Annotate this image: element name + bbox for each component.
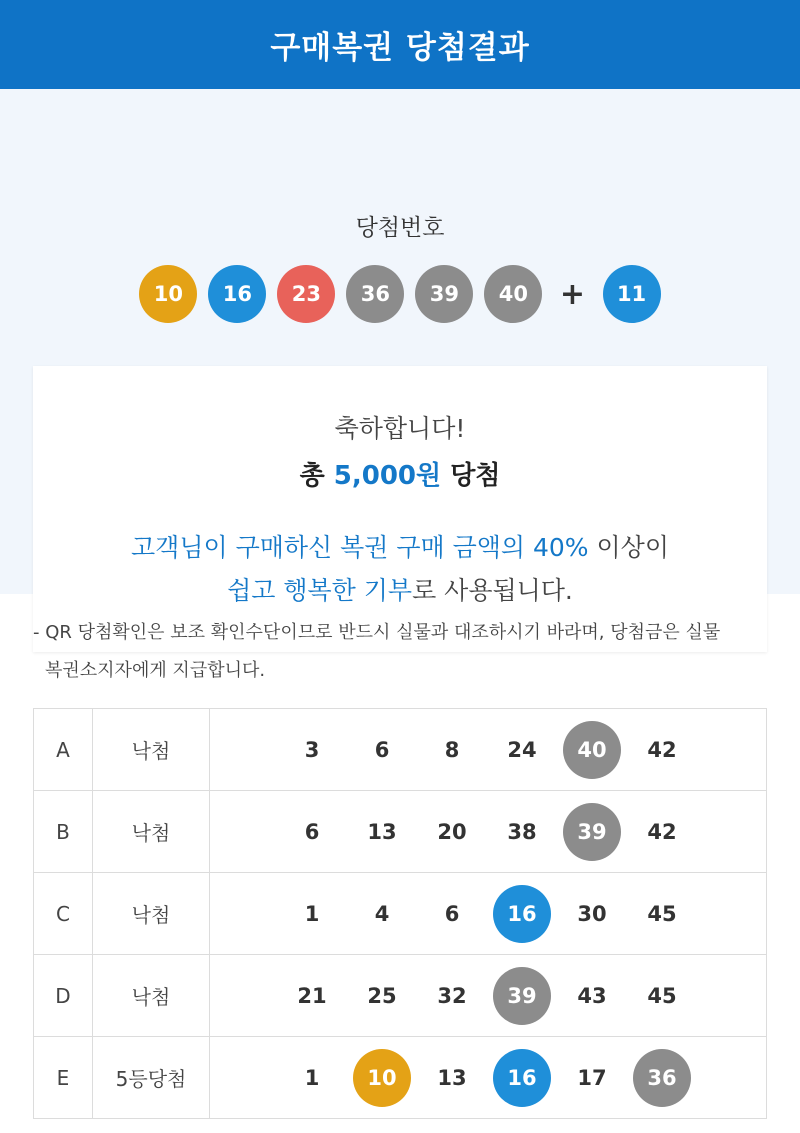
winning-ball: 16	[208, 265, 266, 323]
game-number: 25	[367, 983, 397, 1008]
game-row	[34, 709, 767, 791]
result-card	[33, 366, 767, 652]
notice-line: - QR 당첨확인은 보조 확인수단이므로 반드시 실물과 대조하시기 바라며, 당첨금은 실물	[33, 622, 721, 643]
game-status: 낙첨	[93, 791, 210, 873]
game-number: 8	[444, 737, 460, 762]
game-number: 1	[304, 901, 320, 926]
winning-ball: 23	[277, 265, 335, 323]
game-number: 32	[437, 983, 467, 1008]
game-label: E	[34, 1037, 93, 1119]
game-number: 13	[437, 1065, 467, 1090]
game-number: 30	[577, 901, 607, 926]
winning-numbers-label: 당첨번호	[355, 215, 445, 241]
games-table	[33, 708, 767, 1119]
game-status: 낙첨	[93, 873, 210, 955]
donation-highlight: 고객님이 구매하신 복권 구매 금액의 40%	[131, 533, 589, 562]
donation-message-line2	[33, 571, 767, 607]
game-label: A	[34, 709, 93, 791]
game-label: B	[34, 791, 93, 873]
matched-number-ball: 39	[563, 803, 621, 861]
matched-number-ball: 40	[563, 721, 621, 779]
winning-ball: 10	[139, 265, 197, 323]
plus-sign: +	[559, 276, 586, 312]
winning-ball: 40	[484, 265, 542, 323]
game-row	[34, 791, 767, 873]
game-numbers	[210, 873, 767, 955]
result-area	[0, 89, 800, 605]
game-number: 42	[647, 819, 677, 844]
donation-message-line1	[33, 528, 767, 564]
game-number: 21	[297, 983, 327, 1008]
game-number: 6	[444, 901, 460, 926]
game-number: 20	[437, 819, 467, 844]
page-title: 구매복권 당첨결과	[270, 30, 530, 66]
game-number: 43	[577, 983, 607, 1008]
game-numbers	[210, 709, 767, 791]
game-label: C	[34, 873, 93, 955]
qr-notice	[33, 614, 773, 690]
game-number: 6	[374, 737, 390, 762]
game-label: D	[34, 955, 93, 1037]
game-number: 6	[304, 819, 320, 844]
total-prefix: 총	[299, 461, 325, 491]
game-number: 45	[647, 983, 677, 1008]
game-number: 42	[647, 737, 677, 762]
prize-amount: 5,000원	[333, 461, 442, 491]
donation-text: 이상이	[596, 533, 669, 562]
game-row	[34, 873, 767, 955]
game-number: 38	[507, 819, 537, 844]
bonus-ball: 11	[603, 265, 661, 323]
game-numbers	[210, 1037, 767, 1119]
notice-line: 복권소지자에게 지급합니다.	[45, 660, 266, 681]
game-number: 45	[647, 901, 677, 926]
winning-numbers	[0, 265, 800, 323]
game-number: 1	[304, 1065, 320, 1090]
matched-number-ball: 36	[633, 1049, 691, 1107]
total-suffix: 당첨	[450, 461, 501, 491]
game-row	[34, 955, 767, 1037]
winning-ball: 36	[346, 265, 404, 323]
game-status: 낙첨	[93, 955, 210, 1037]
matched-number-ball: 39	[493, 967, 551, 1025]
game-number: 24	[507, 737, 537, 762]
donation-highlight: 쉽고 행복한 기부	[227, 576, 413, 605]
game-numbers	[210, 955, 767, 1037]
matched-number-ball: 16	[493, 1049, 551, 1107]
game-number: 3	[304, 737, 320, 762]
game-status: 낙첨	[93, 709, 210, 791]
game-row	[34, 1037, 767, 1119]
game-number: 17	[577, 1065, 607, 1090]
matched-number-ball: 10	[353, 1049, 411, 1107]
game-status: 5등당첨	[93, 1037, 210, 1119]
congrats-text: 축하합니다!	[334, 414, 466, 443]
winning-ball: 39	[415, 265, 473, 323]
game-number: 13	[367, 819, 397, 844]
game-numbers	[210, 791, 767, 873]
page-header	[0, 0, 800, 89]
total-prize	[33, 455, 767, 492]
matched-number-ball: 16	[493, 885, 551, 943]
donation-text: 로 사용됩니다.	[412, 576, 573, 605]
game-number: 4	[374, 901, 390, 926]
